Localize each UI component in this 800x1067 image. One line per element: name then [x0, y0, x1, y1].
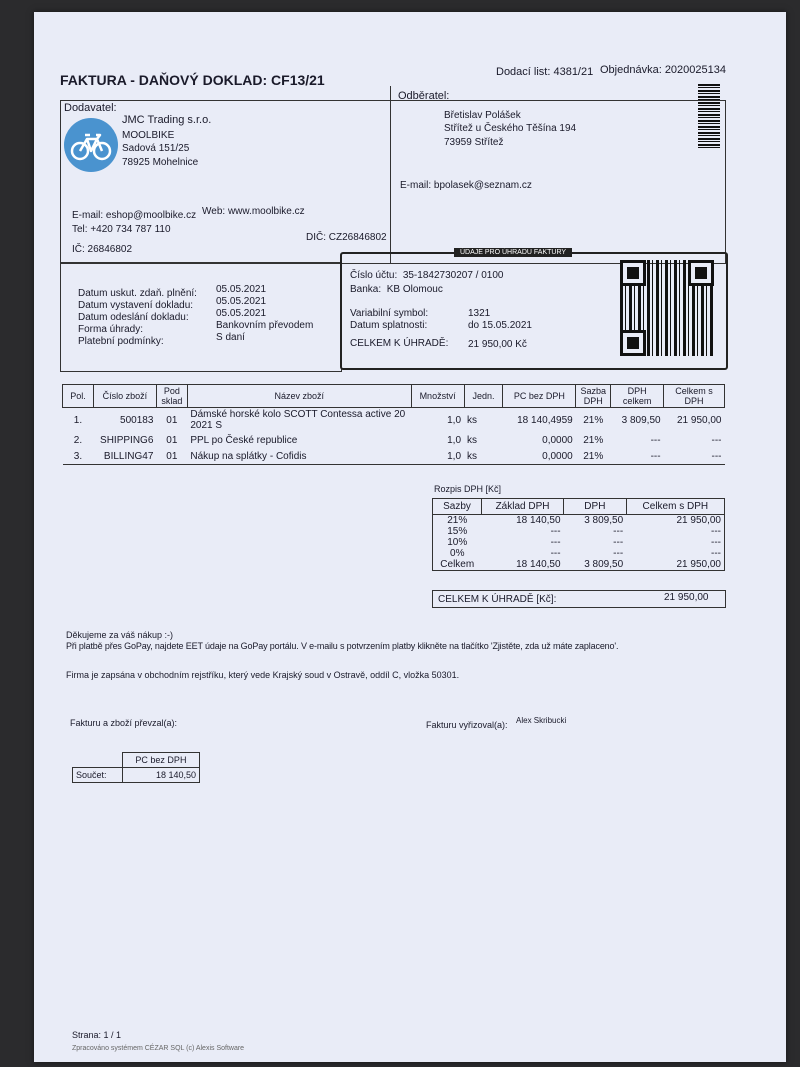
- col-header: Jedn.: [464, 385, 503, 408]
- vat-header-row: [433, 499, 725, 515]
- due-value: do 15.05.2021: [468, 320, 532, 331]
- dates-block: [78, 288, 197, 348]
- received-by-label: Fakturu a zboží převzal(a):: [70, 718, 178, 728]
- col-header: PC bez DPH: [503, 385, 576, 408]
- supplier-ic: IČ: 26846802: [72, 244, 133, 255]
- summary-row: Součet: 18 140,50: [73, 768, 200, 783]
- supplier-label: Dodavatel:: [64, 102, 117, 114]
- account-row: Číslo účtu: 35-1842730207 / 0100: [350, 270, 504, 281]
- parties-divider: [390, 86, 391, 264]
- customer-street: Střítež u Českého Těšína 194: [444, 123, 577, 134]
- payment-badge: ÚDAJE PRO ÚHRADU FAKTURY: [454, 248, 572, 257]
- summary-table: [72, 752, 200, 783]
- date-row: Forma úhrady:: [78, 324, 144, 335]
- supplier-web: Web: www.moolbike.cz: [202, 206, 305, 217]
- customer-label: Odběratel:: [398, 90, 450, 102]
- page-number: Strana: 1 / 1: [72, 1030, 122, 1040]
- supplier-email: E-mail: eshop@moolbike.cz: [72, 210, 197, 221]
- invoice-paper: [34, 12, 786, 1062]
- customer-email: E-mail: bpolasek@seznam.cz: [400, 180, 532, 191]
- invoice-title: FAKTURA - DAŇOVÝ DOKLAD: CF13/21: [60, 72, 325, 88]
- generator-note: Zpracováno systémem CÉZAR SQL (c) Alexis Software: [72, 1045, 245, 1052]
- date-row: Datum uskut. zdaň. plnění:: [78, 288, 197, 299]
- supplier-name: JMC Trading s.r.o.: [122, 114, 212, 126]
- bike-logo-icon: [64, 118, 118, 172]
- thanks-note: Děkujeme za váš nákup :-): [66, 630, 174, 640]
- table-row: 10% --- --- ---: [447, 537, 721, 548]
- col-header: Číslo zboží: [93, 385, 156, 408]
- bank-row: Banka: KB Olomouc: [350, 284, 443, 295]
- table-row: 21% 18 140,50 3 809,50 21 950,00: [447, 515, 721, 526]
- payment-total-label: CELKEM K ÚHRADĚ:: [350, 338, 449, 349]
- issued-by-label: Fakturu vyřizoval(a):: [426, 720, 508, 730]
- col-header: Sazby: [433, 499, 482, 515]
- vat-table: [432, 498, 725, 571]
- vs-label: Variabilní symbol:: [350, 308, 429, 319]
- payment-total-value: 21 950,00 Kč: [468, 339, 527, 350]
- supplier-street: Sadová 151/25: [122, 143, 190, 154]
- table-row: 15% --- --- ---: [447, 526, 721, 537]
- supplier-dic: DIČ: CZ26846802: [306, 232, 387, 243]
- gopay-note: Při platbě přes GoPay, najdete EET údaje na GoPay portálu. V e-mailu s potvrzením platby klikněte na tlačítko 'Zjistěte, zda už máte zaplaceno'.: [66, 641, 619, 651]
- due-label: Datum splatnosti:: [350, 320, 428, 331]
- register-note: Firma je zapsána v obchodním rejstříku, který vede Krajský soud v Ostravě, oddíl C, vložka 50301.: [66, 670, 460, 680]
- date-value: S daní: [216, 332, 245, 343]
- col-header: Celkem s DPH: [664, 385, 725, 408]
- qr-code: [620, 260, 714, 356]
- items-header-row: [63, 385, 725, 408]
- account-number: 35-1842730207 / 0100: [402, 270, 504, 281]
- table-row: Celkem 18 140,50 3 809,50 21 950,00: [440, 559, 721, 570]
- col-header: Základ DPH: [482, 499, 564, 515]
- items-table: [62, 384, 725, 465]
- vat-caption: Rozpis DPH [Kč]: [434, 484, 502, 494]
- vat-total-label: CELKEM K ÚHRADĚ [Kč]:: [438, 594, 557, 605]
- qr-finder: [688, 260, 714, 286]
- date-value: Bankovním převodem: [216, 320, 314, 331]
- date-row: Datum odeslání dokladu:: [78, 312, 189, 323]
- col-header: Sazba DPH: [576, 385, 611, 408]
- dates-values: [216, 284, 313, 344]
- table-row: 1. 500183 01 Dámské horské kolo SCOTT Contessa active 20 2021 S 1,0 ks 18 140,4959 21% 3 809,50 21 950,00: [73, 409, 722, 431]
- qr-finder: [620, 260, 646, 286]
- supplier-city: 78925 Mohelnice: [122, 157, 199, 168]
- col-header: Množství: [411, 385, 464, 408]
- date-row: Platební podmínky:: [78, 336, 164, 347]
- customer-name: Břetislav Polášek: [444, 110, 521, 121]
- supplier-brand: MOOLBIKE: [122, 130, 175, 141]
- customer-city: 73959 Střítež: [444, 137, 504, 148]
- table-row: 2. SHIPPING6 01 PPL po České republice 1,0 ks 0,0000 21% --- ---: [73, 434, 722, 446]
- col-header: Pol.: [63, 385, 94, 408]
- col-header: DPH celkem: [611, 385, 664, 408]
- order-number: Objednávka: 2020025134: [600, 64, 726, 76]
- vs-value: 1321: [468, 308, 491, 319]
- bank-name: KB Olomouc: [386, 284, 443, 295]
- vat-total-value: 21 950,00: [664, 592, 709, 603]
- col-header: Celkem s DPH: [626, 499, 724, 515]
- col-header: Pod sklad: [156, 385, 187, 408]
- table-row: 3. BILLING47 01 Nákup na splátky - Cofidis 1,0 ks 0,0000 21% --- ---: [63, 448, 725, 465]
- date-value: 05.05.2021: [216, 296, 267, 307]
- table-row: 0% --- --- ---: [450, 548, 721, 559]
- delivery-note-number: Dodací list: 4381/21: [496, 66, 594, 78]
- supplier-phone: Tel: +420 734 787 110: [72, 224, 171, 235]
- col-header: DPH: [564, 499, 627, 515]
- summary-header-row: PC bez DPH: [73, 753, 200, 768]
- qr-finder: [620, 330, 646, 356]
- issuer-name: Alex Skribucki: [516, 716, 567, 725]
- date-value: 05.05.2021: [216, 284, 267, 295]
- col-header: Název zboží: [187, 385, 411, 408]
- date-row: Datum vystavení dokladu:: [78, 300, 194, 311]
- date-value: 05.05.2021: [216, 308, 267, 319]
